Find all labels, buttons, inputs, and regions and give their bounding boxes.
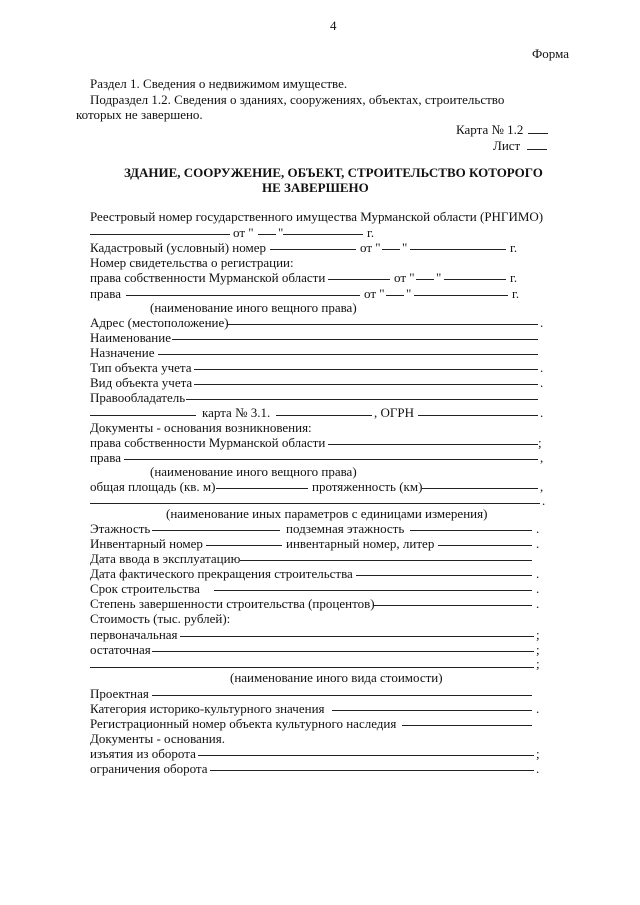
ownership-date-month[interactable] [444,268,506,280]
year-label: г. [510,240,518,255]
construction-period-label: Срок строительства [90,581,200,596]
residual-cost-label: остаточная [90,642,151,657]
right-holder-label: Правообладатель [90,390,186,405]
inventory-number-field[interactable] [206,534,282,546]
punct: . [536,521,540,536]
initial-cost-field[interactable] [180,625,534,637]
punct: . [542,493,546,508]
completion-degree-field[interactable] [374,594,532,606]
card-number-field[interactable] [528,122,548,134]
form-title-cont: НЕ ЗАВЕРШЕНО [262,180,369,195]
subsection-heading: Подраздел 1.2. Сведения о зданиях, сооружениях, объектах, строительство [90,92,505,107]
year-label: г. [512,286,520,301]
date-from-label: от " [233,225,254,240]
quote-mark: " [436,270,442,285]
quote-mark: " [278,225,284,240]
registry-number-label: Реестровый номер государственного имущества Мурманской области (РНГИМО) [90,209,544,224]
punct: ; [536,656,540,671]
other-right-date-day[interactable] [386,284,404,296]
other-right-caption: (наименование иного вещного права) [150,464,357,479]
purpose-label: Назначение [90,345,155,360]
right-label: права [90,450,121,465]
ownership-right-label: права собственности Мурманской области [90,270,326,285]
object-kind-label: Вид объекта учета [90,375,193,390]
heritage-reg-number-field[interactable] [402,714,532,726]
other-cost-caption: (наименование иного вида стоимости) [230,670,443,685]
construction-period-field[interactable] [214,579,532,591]
object-type-label: Тип объекта учета [90,360,192,375]
punct: . [536,596,540,611]
underground-floors-label: подземная этажность [286,521,405,536]
length-label: протяженность (км) [312,479,423,494]
card-number-label: Карта № 1.2 [456,122,524,137]
sheet-label: Лист [493,138,521,153]
cost-label: Стоимость (тыс. рублей): [90,611,231,626]
restriction-field[interactable] [210,759,534,771]
cadastral-label: Кадастровый (условный) номер [90,240,267,255]
punct: . [536,701,540,716]
card-ref-label: карта № 3.1. [202,405,271,420]
punct: . [540,405,544,420]
length-field[interactable] [422,477,538,489]
other-params-caption: (наименование иных параметров с единицами измерения) [166,506,488,521]
punct: ; [538,435,542,450]
commissioning-date-label: Дата ввода в эксплуатацию [90,551,241,566]
year-label: г. [367,225,375,240]
other-cost-field[interactable] [90,656,534,668]
page-number: 4 [330,18,337,33]
floors-label: Этажность [90,521,151,536]
punct: . [540,360,544,375]
date-from-label: от " [394,270,415,285]
subsection-heading-cont: которых не завершено. [76,107,203,122]
punct: , [540,450,544,465]
ownership-cert-field[interactable] [328,268,390,280]
card-ref-field[interactable] [276,404,372,416]
date-from-label: от " [364,286,385,301]
other-right-caption: (наименование иного вещного права) [150,300,357,315]
inventory-number-label: Инвентарный номер [90,536,203,551]
commissioning-date-field[interactable] [240,549,532,561]
punct: . [536,581,540,596]
punct: , [540,479,544,494]
heritage-category-label: Категория историко-культурного значения [90,701,325,716]
punct: . [536,761,540,776]
registry-number-field[interactable] [90,223,230,235]
cadastral-field[interactable] [270,238,356,250]
punct: . [540,315,544,330]
punct: ; [536,642,540,657]
residual-cost-field[interactable] [152,640,534,652]
general-area-label: общая площадь (кв. м) [90,479,216,494]
general-area-field[interactable] [216,477,308,489]
right-holder-extra-field[interactable] [90,404,196,416]
right-holder-field[interactable] [186,388,538,400]
restriction-label: ограничения оборота [90,761,208,776]
name-label: Наименование [90,330,171,345]
withdrawal-label: изъятия из оборота [90,746,196,761]
heritage-reg-number-label: Регистрационный номер объекта культурного наследия [90,716,397,731]
cadastral-date-day[interactable] [382,238,400,250]
registry-date-month[interactable] [283,223,363,235]
object-type-field[interactable] [194,358,538,370]
other-params-field[interactable] [90,492,540,504]
purpose-field[interactable] [158,343,538,355]
basis-docs-label: Документы - основания возникновения: [90,420,312,435]
punct: ; [536,627,540,642]
registry-date-day[interactable] [258,223,276,235]
ogrn-field[interactable] [418,404,538,416]
design-label: Проектная [90,686,149,701]
other-right-date-month[interactable] [414,284,508,296]
object-kind-field[interactable] [194,373,538,385]
underground-floors-field[interactable] [410,519,532,531]
completion-degree-label: Степень завершенности строительства (процентов) [90,596,375,611]
date-from-label: от " [360,240,381,255]
name-field[interactable] [172,328,538,340]
stop-date-label: Дата фактического прекращения строительства [90,566,353,581]
initial-cost-label: первоначальная [90,627,178,642]
year-label: г. [510,270,518,285]
punct: . [536,566,540,581]
sheet-field[interactable] [527,138,547,150]
inventory-letter-field[interactable] [438,534,532,546]
cadastral-date-month[interactable] [410,238,506,250]
withdrawal-field[interactable] [198,744,534,756]
basis-ownership-field[interactable] [328,433,538,445]
form-label: Форма [532,46,569,61]
punct: ; [536,746,540,761]
ownership-date-day[interactable] [416,268,434,280]
basis-other-right-field[interactable] [124,448,538,460]
basis-docs2-label: Документы - основания. [90,731,225,746]
address-field[interactable] [228,313,538,325]
address-label: Адрес (местоположение) [90,315,229,330]
inventory-letter-label: инвентарный номер, литер [286,536,435,551]
form-title: ЗДАНИЕ, СООРУЖЕНИЕ, ОБЪЕКТ, СТРОИТЕЛЬСТВО КОТОРОГО [124,165,543,180]
cert-number-label: Номер свидетельства о регистрации: [90,255,294,270]
ownership-right-label: права собственности Мурманской области [90,435,326,450]
design-field[interactable] [152,684,532,696]
punct: . [540,375,544,390]
ogrn-label: , ОГРН [374,405,415,420]
punct: . [536,536,540,551]
quote-mark: " [406,286,412,301]
heritage-category-field[interactable] [332,699,532,711]
quote-mark: " [402,240,408,255]
section-heading: Раздел 1. Сведения о недвижимом имуществе. [90,76,348,91]
right-label: права [90,286,121,301]
floors-field[interactable] [152,519,280,531]
other-right-field[interactable] [126,284,360,296]
stop-date-field[interactable] [356,564,532,576]
